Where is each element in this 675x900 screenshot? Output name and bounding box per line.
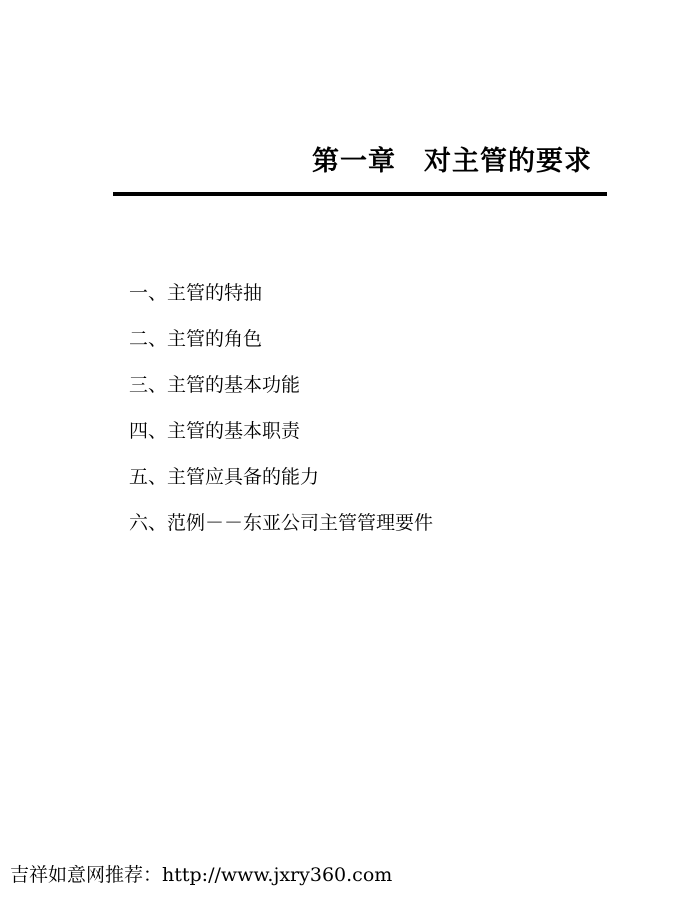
toc-item: 一、主管的特抽	[129, 282, 263, 304]
footer-recommendation: 吉祥如意网推荐：http://www.jxry360.com	[10, 864, 393, 886]
toc-item: 四、主管的基本职责	[129, 420, 301, 442]
chapter-title: 第一章 对主管的要求	[312, 146, 592, 177]
title-divider	[113, 192, 607, 196]
table-of-contents	[129, 270, 433, 546]
toc-item: 六、范例－－东亚公司主管管理要件	[129, 512, 434, 534]
toc-item: 二、主管的角色	[129, 328, 263, 350]
toc-item: 三、主管的基本功能	[129, 374, 301, 396]
toc-item: 五、主管应具备的能力	[129, 466, 320, 488]
